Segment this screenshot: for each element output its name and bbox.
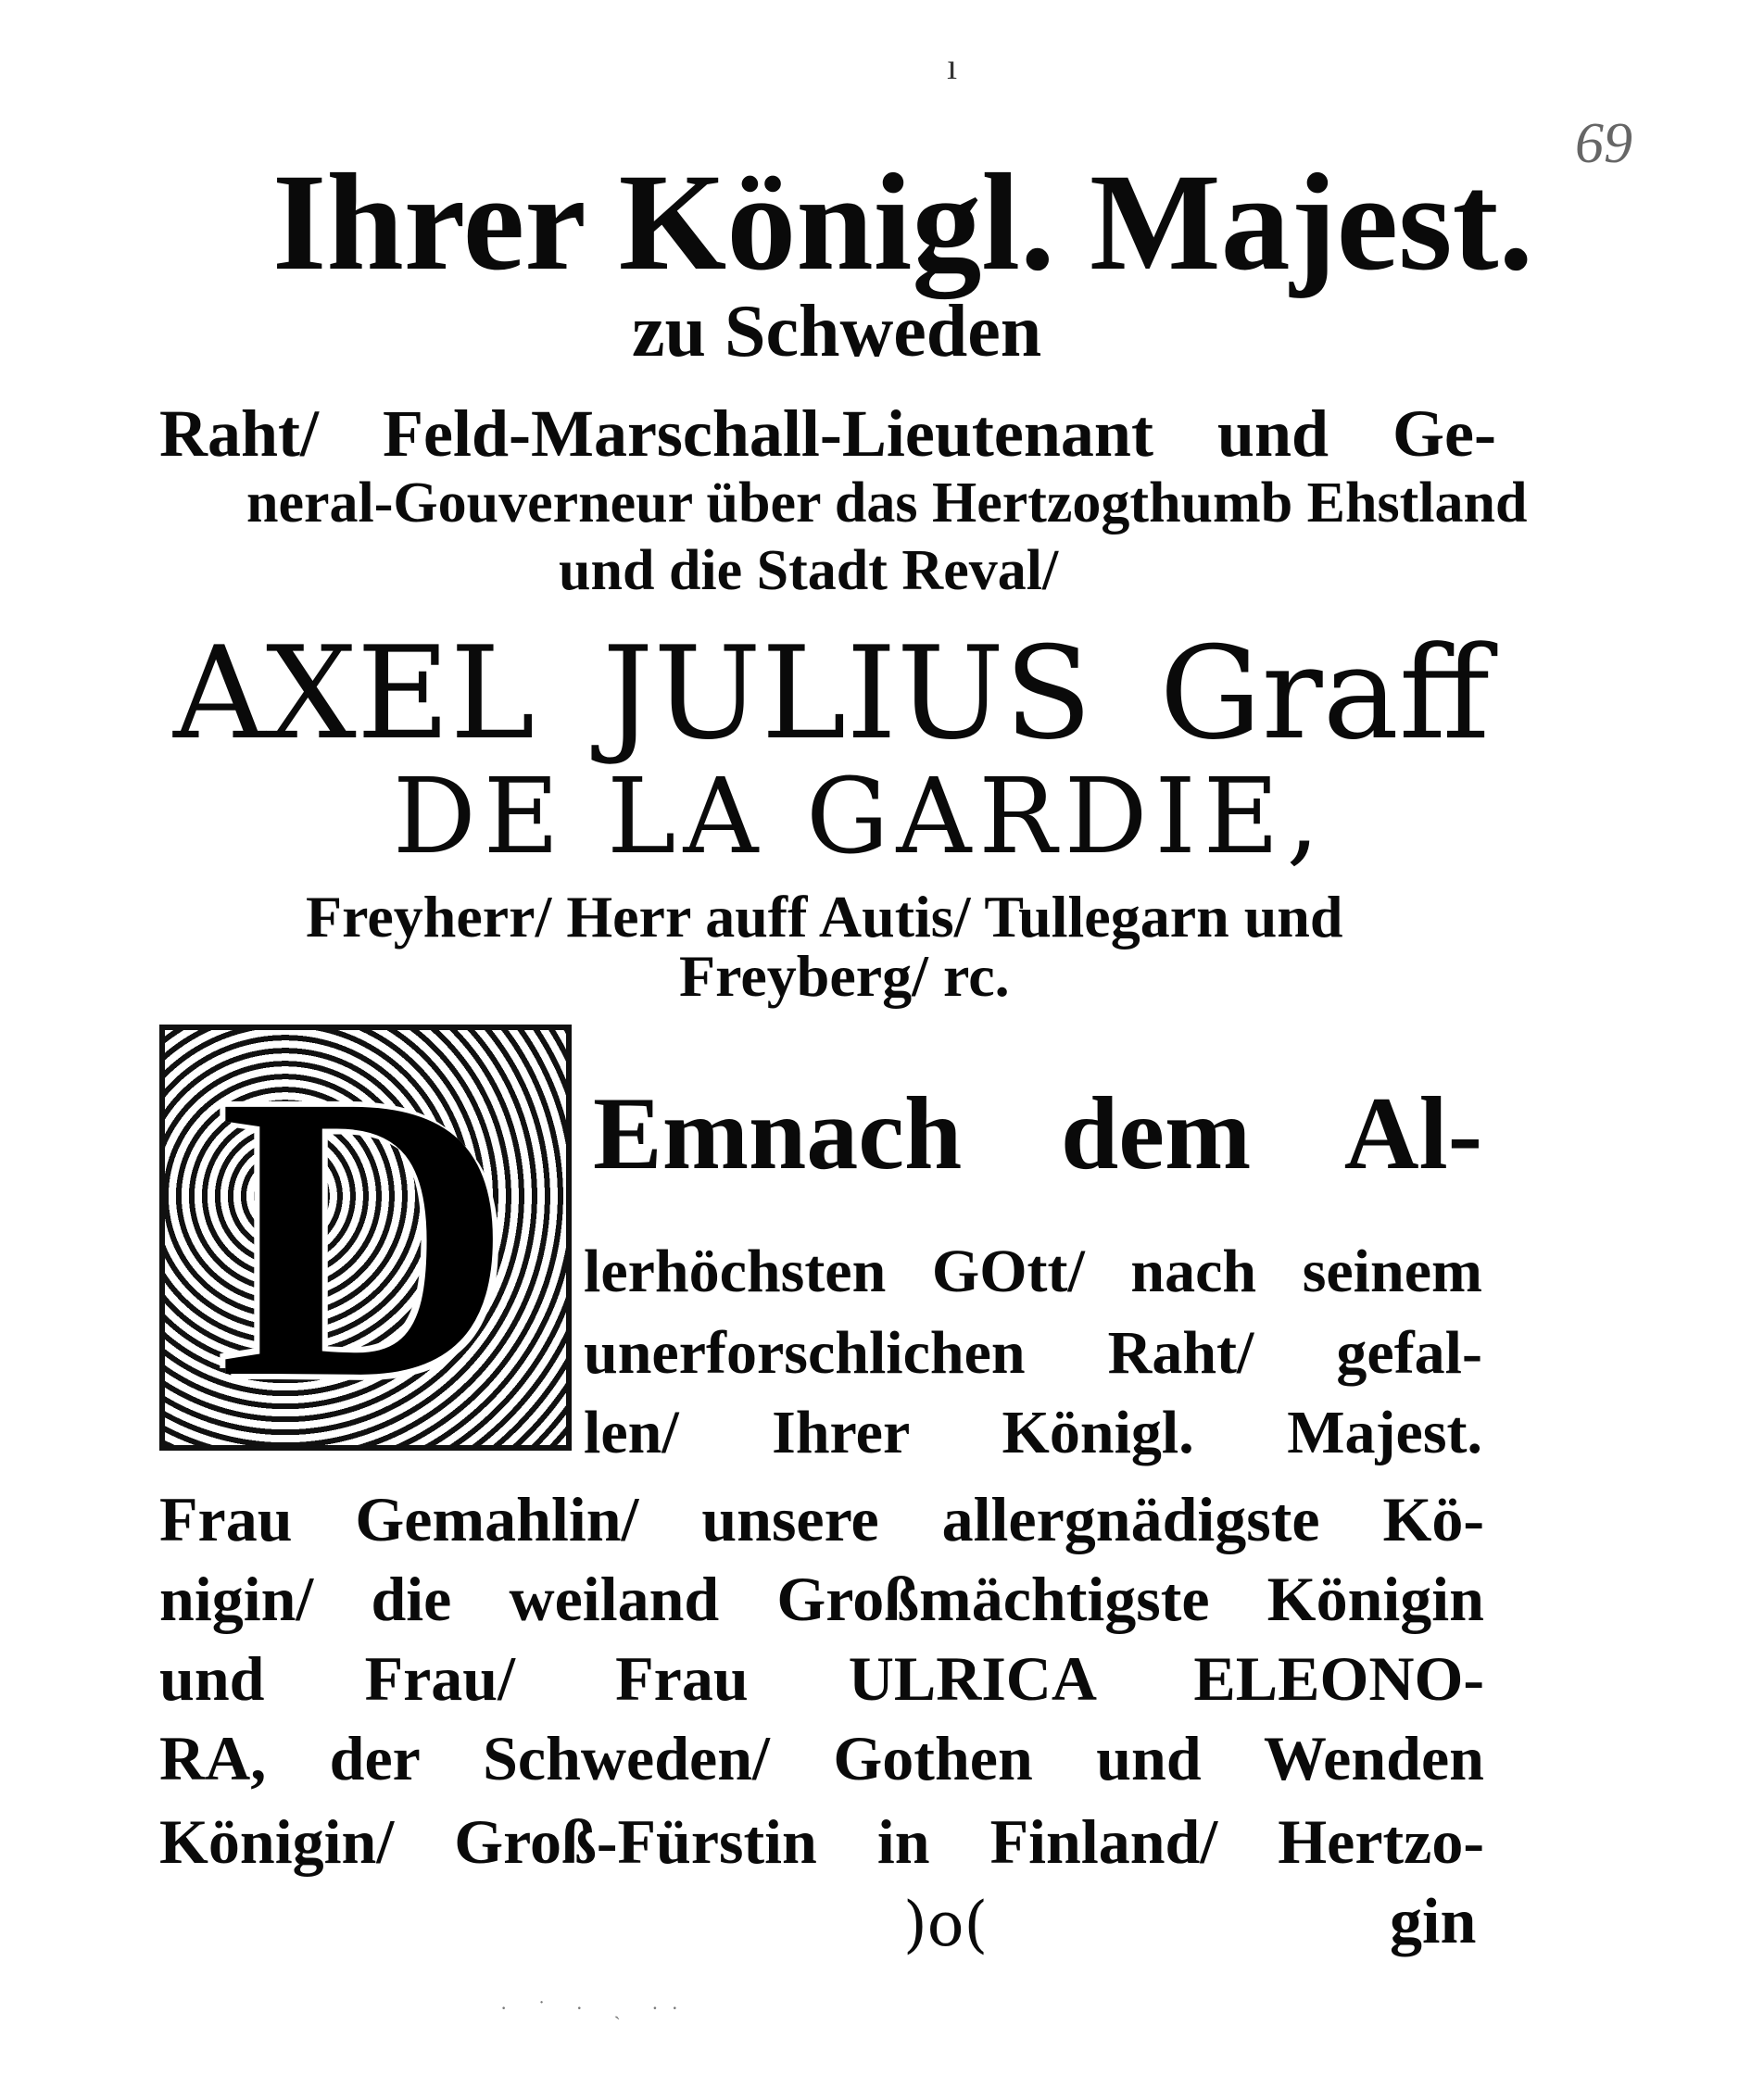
title-line-5: und die Stadt Reval/	[559, 539, 1059, 602]
body-line: len/ Ihrer Königl. Majest.	[584, 1399, 1482, 1466]
catchword: gin	[1390, 1886, 1477, 1957]
title-line-4: neral-Gouverneur über das Hertzogthumb Ehstland	[246, 472, 1528, 534]
body-line: und Frau/ Frau ULRICA ELEONO-	[159, 1643, 1484, 1714]
top-mark: ı	[947, 45, 958, 87]
name-line-1: AXEL JULIUS Graff	[173, 619, 1490, 768]
body-line: unerforschlichen Raht/ gefal-	[584, 1319, 1482, 1387]
scan-specks: · ˙ · ˏ ··	[500, 1996, 691, 2019]
body-line: Frau Gemahlin/ unsere allergnädigste Kö-	[159, 1484, 1484, 1554]
body-line: nigin/ die weiland Großmächtigste Königin	[159, 1564, 1484, 1634]
title-line-9: Freyberg/ rc.	[679, 943, 1010, 1009]
title-line-2: zu Schweden	[632, 291, 1042, 372]
body-line: lerhöchsten GOtt/ nach seinem	[584, 1238, 1482, 1305]
title-line-8: Freyherr/ Herr auff Autis/ Tullegarn und	[306, 884, 1343, 949]
body-line: RA, der Schweden/ Gothen und Wenden	[159, 1723, 1484, 1793]
title-line-1: Ihrer Königl. Majest.	[272, 145, 1533, 299]
body-line: Emnach dem Al-	[593, 1076, 1482, 1191]
title-line-3: Raht/ Feld-Marschall-Lieutenant und Ge-	[159, 396, 1496, 471]
name-line-2: DE LA GARDIE,	[393, 757, 1328, 877]
body-line: Königin/ Groß-Fürstin in Finland/ Hertzo-	[159, 1806, 1484, 1877]
signature-mark: )o(	[903, 1889, 989, 1960]
initial-letter: D	[218, 1012, 513, 1463]
folio-number: 69	[1575, 112, 1632, 175]
decorated-initial	[159, 1012, 572, 1463]
